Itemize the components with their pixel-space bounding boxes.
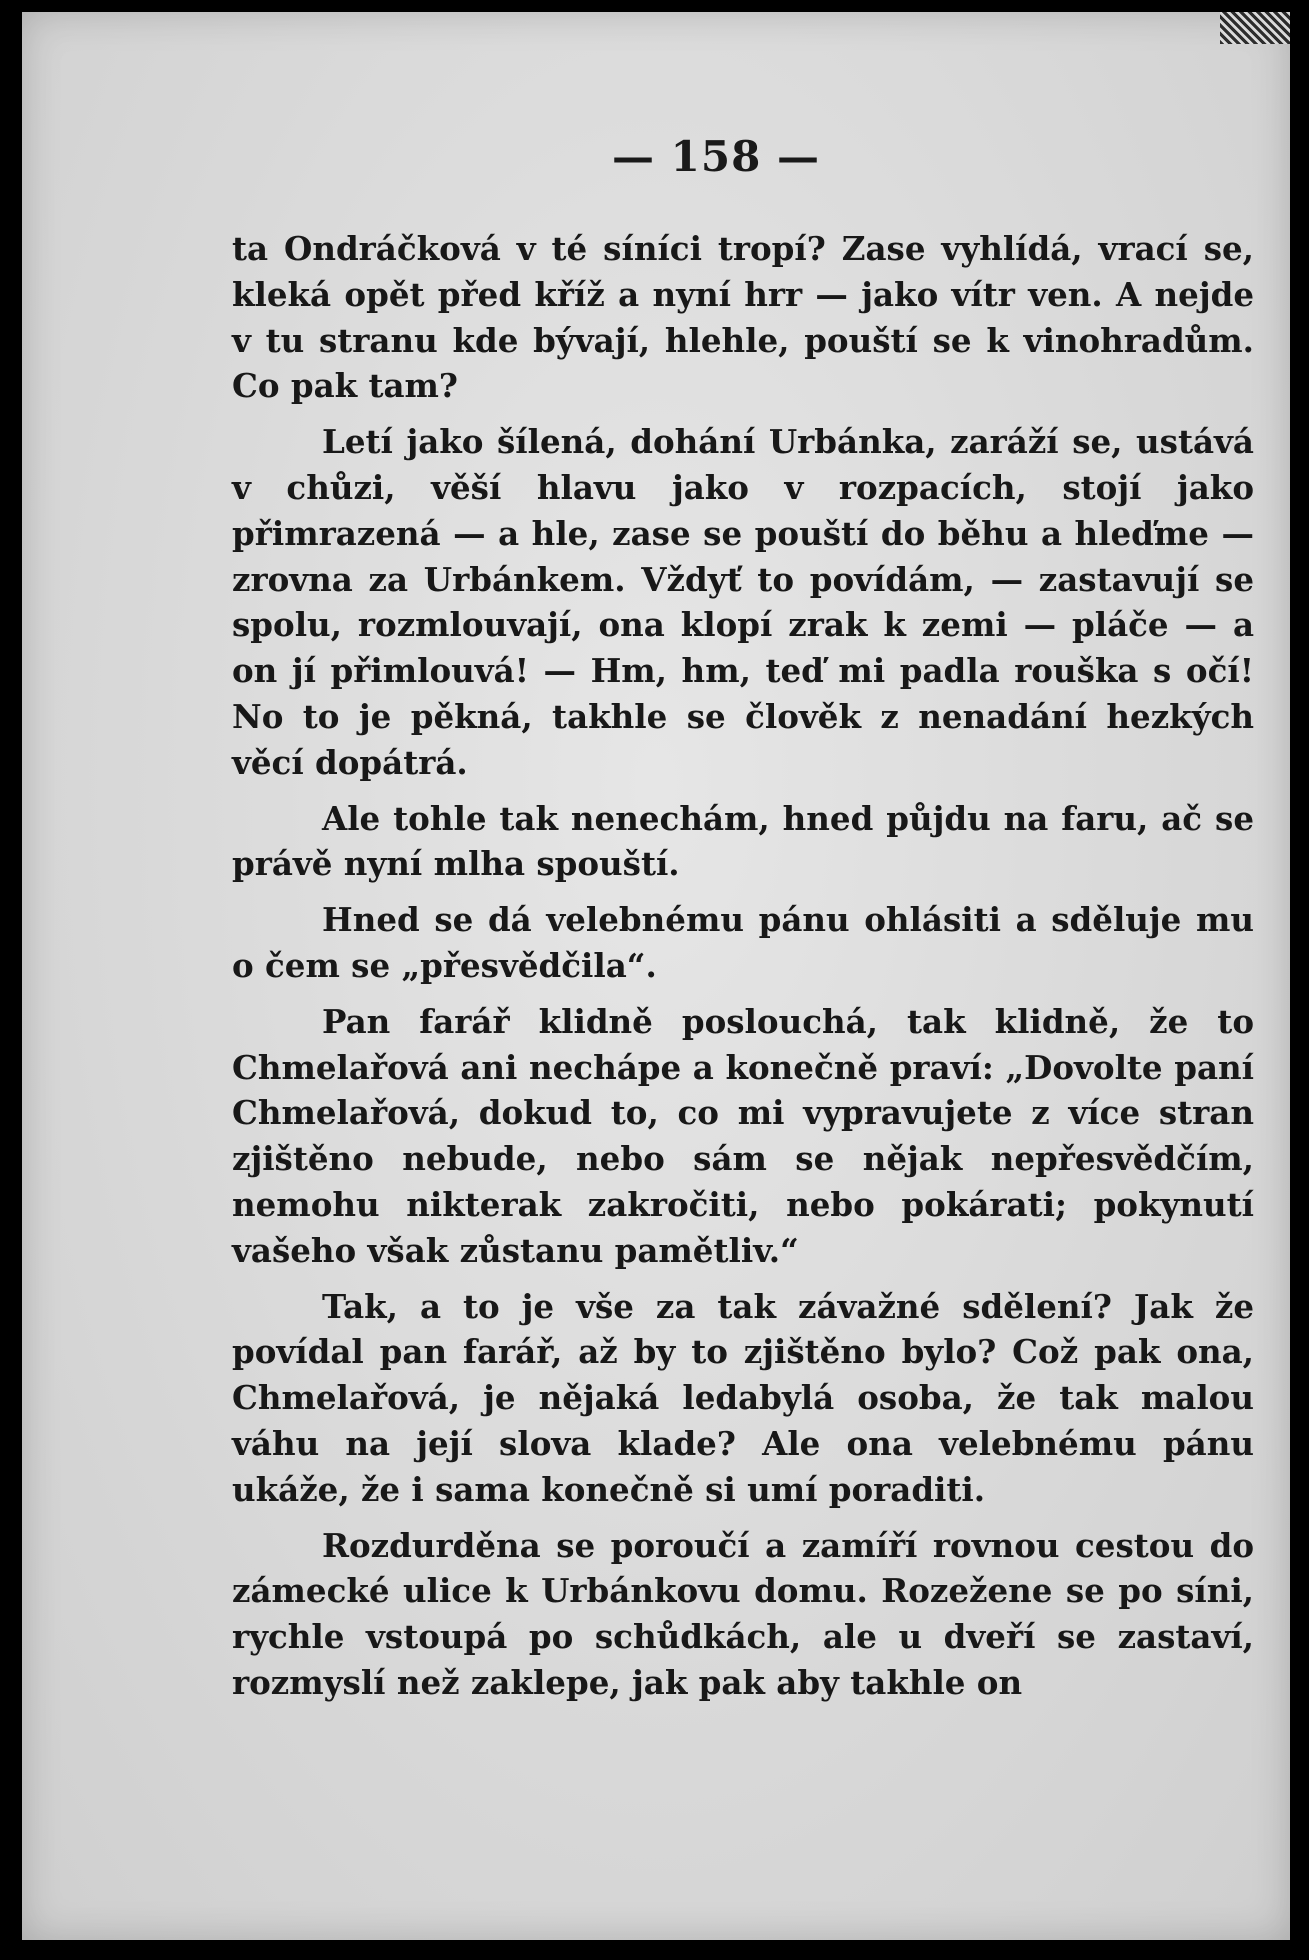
scan-edge-mark bbox=[1220, 12, 1290, 44]
paragraph-3: Ale tohle tak nenechám, hned půjdu na faru, ač se právě nyní mlha spouští. bbox=[232, 798, 1254, 884]
page-number: — 158 — bbox=[612, 132, 820, 181]
page-body bbox=[232, 226, 1254, 1706]
book-page bbox=[22, 12, 1290, 1940]
paragraph-2: Letí jako šílená, dohání Urbánka, zaráží se, ustává v chůzi, věší hlavu jako v rozpacích, stojí jako přimrazená — a hle, zase se pouští do běhu a hleďme — zrovna za Urbánkem. Vždyť to povídám, — zastavují se spolu, rozmlouvají, ona klopí zrak k zemi — pláče — a on jí přimlouvá! — Hm, hm, teď mi padla rouška s očí! No to je pěkná, takhle se člověk z nenadání hezkých věcí dopátrá. bbox=[232, 422, 1254, 782]
paragraph-7: Rozdurděna se poroučí a zamíří rovnou cestou do zámecké ulice k Urbánkovu domu. Rozežene se po síni, rychle vstoupá po schůdkách, ale u dveří se zastaví, rozmyslí než zaklepe, jak pak aby takhle on bbox=[232, 1525, 1254, 1702]
paragraph-1: ta Ondráčková v té síníci tropí? Zase vyhlídá, vrací se, kleká opět před kříž a nyní hrr — jako vítr ven. A nejde v tu stranu kde bývají, hlehle, pouští se k vinohradům. Co pak tam? bbox=[232, 229, 1254, 406]
paragraph-6: Tak, a to je vše za tak závažné sdělení? Jak že povídal pan farář, až by to zjištěno bylo? Což pak ona, Chmelařová, je nějaká ledabylá osoba, že tak malou váhu na její slova klade? Ale ona velebnému pánu ukáže, že i sama konečně si umí poraditi. bbox=[232, 1286, 1254, 1509]
paragraph-4: Hned se dá velebnému pánu ohlásiti a sděluje mu o čem se „přesvědčila“. bbox=[232, 900, 1254, 985]
paragraph-5: Pan farář klidně poslouchá, tak klidně, že to Chmelařová ani nechápe a konečně praví: „Dovolte paní Chmelařová, dokud to, co mi vypravujete z více stran zjištěno nebude, nebo sám se nějak nepřesvědčím, nemohu nikterak zakročiti, nebo pokárati; pokynutí vašeho však zůstanu pamětliv.“ bbox=[232, 1001, 1254, 1270]
